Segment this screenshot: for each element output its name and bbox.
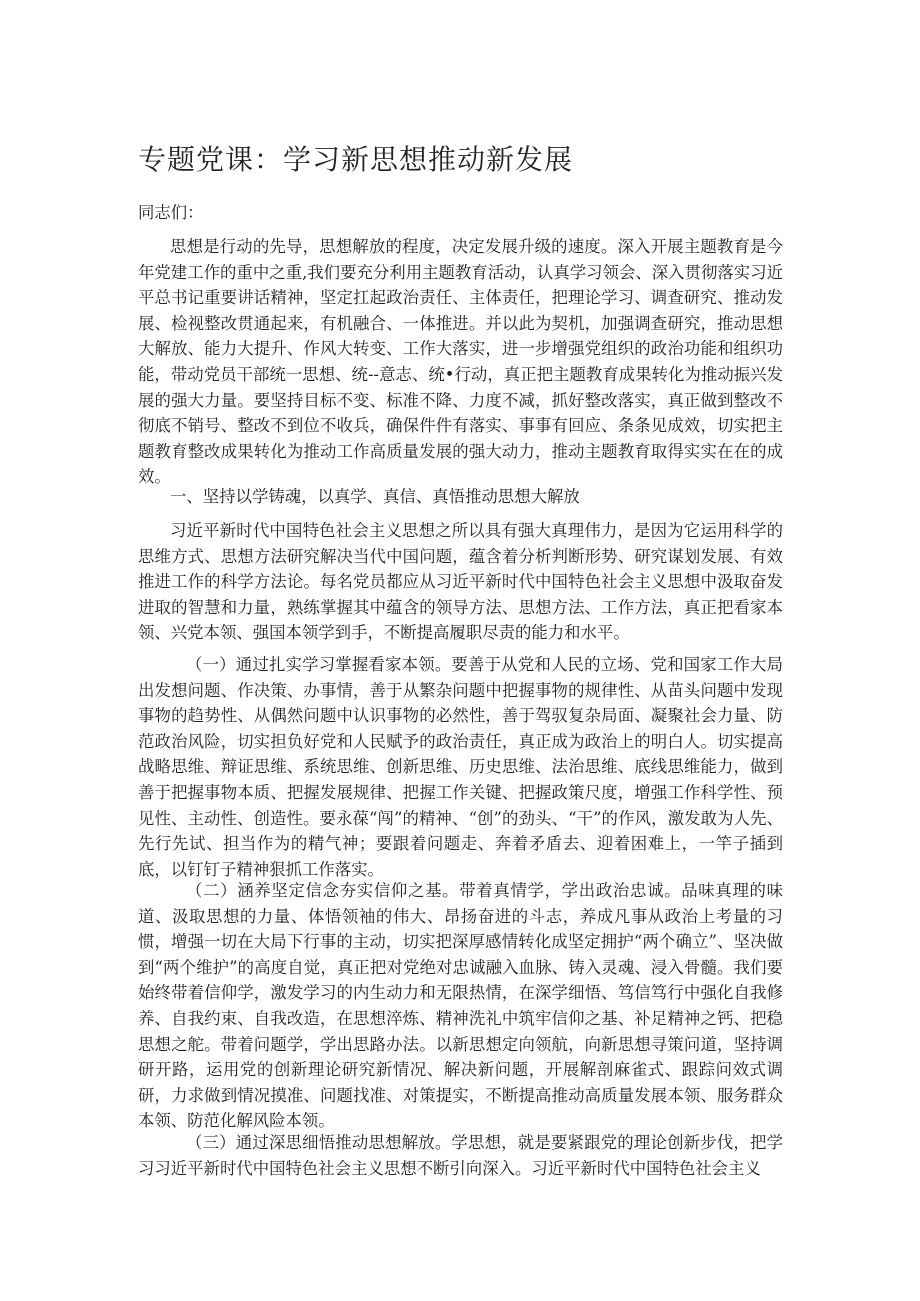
- paragraph-intro: 思想是行动的先导，思想解放的程度，决定发展升级的速度。深入开展主题教育是今年党建工作的重中之重,我们要充分利用主题教育活动，认真学习领会、深入贯彻落实习近平总书记重要讲话精神，坚定扛起政治责任、主体责任，把理论学习、调查研究、推动发展、检视整改贯通起来，有机融合、一体推进。并以此为契机，加强调查研究，推动思想大解放、能力大提升、作风大转变、工作大落实，进一步增强党组织的政治功能和组织功能，带动党员干部统一思想、统--意志、统•行动，真正把主题教育成果转化为推动振兴发展的强大力量。要坚持目标不变、标准不降、力度不减，抓好整改落实，真正做到整改不彻底不销号、整改不到位不收兵，确保件件有落实、事事有回应、条条见成效，切实把主题教育整改成果转化为推动工作高质量发展的强大动力，推动主题教育取得实实在在的成效。: [138, 237, 783, 487]
- document-title: 专题党课：学习新思想推动新发展: [138, 143, 574, 176]
- paragraph-subsection-3: （三）通过深思细悟推动思想解放。学思想，就是要紧跟党的理论创新步伐，把学习习近平新时代中国特色社会主义思想不断引向深入。习近平新时代中国特色社会主义: [138, 1133, 783, 1178]
- section-heading-1: 一、坚持以学铸魂，以真学、真信、真悟推动思想大解放: [170, 487, 580, 506]
- paragraph-section-1: 习近平新时代中国特色社会主义思想之所以具有强大真理伟力，是因为它运用科学的思维方式、思想方法研究解决当代中国问题，蕴含着分析判断形势、研究谋划发展、有效推进工作的科学方法论。每名党员都应从习近平新时代中国特色社会主义思想中汲取奋发进取的智慧和力量，熟练掌握其中蕴含的领导方法、思想方法、工作方法，真正把看家本领、兴党本领、强国本领学到手，不断提高履职尽责的能力和水平。: [138, 521, 783, 643]
- paragraph-subsection-2: （二）涵养坚定信念夯实信仰之基。带着真情学，学出政治忠诚。品味真理的味道、汲取思想的力量、体悟领袖的伟大、昂扬奋进的斗志，养成凡事从政治上考量的习惯，增强一切在大局下行事的主动，切实把深厚感情转化成坚定拥护“两个确立”、坚决做到“两个维护”的高度自觉，真正把对党绝对忠诚融入血脉、铸入灵魂、浸入骨髓。我们要始终带着信仰学，激发学习的内生动力和无限热情，在深学细悟、笃信笃行中强化自我修养、自我约束、自我改造，在思想淬炼、精神洗礼中筑牢信仰之基、补足精神之钙、把稳思想之舵。带着问题学，学出思路办法。以新思想定向领航，向新思想寻策问道，坚持调研开路，运用党的创新理论研究新情况、解决新问题，开展解剖麻雀式、跟踪问效式调研，力求做到情况摸准、问题找准、对策提实，不断提高推动高质量发展本领、服务群众本领、防范化解风险本领。: [138, 881, 783, 1131]
- paragraph-subsection-1: （一）通过扎实学习掌握看家本领。要善于从党和人民的立场、党和国家工作大局出发想问题、作决策、办事情，善于从繁杂问题中把握事物的规律性、从苗头问题中发现事物的趋势性、从偶然问题中认识事物的必然性，善于驾驭复杂局面、凝聚社会力量、防范政治风险，切实担负好党和人民赋予的政治责任，真正成为政治上的明白人。切实提高战略思维、辩证思维、系统思维、创新思维、历史思维、法治思维、底线思维能力，做到善于把握事物本质、把握发展规律、把握工作关键、把握政策尺度，增强工作科学性、预见性、主动性、创造性。要永葆“闯”的精神、“创”的劲头、“干”的作风，激发敢为人先、先行先试、担当作为的精气神；要跟着问题走、奔着矛盾去、迎着困难上，一竿子插到底，以钉钉子精神狠抓工作落实。: [138, 655, 783, 879]
- salutation: 同志们：: [138, 203, 204, 222]
